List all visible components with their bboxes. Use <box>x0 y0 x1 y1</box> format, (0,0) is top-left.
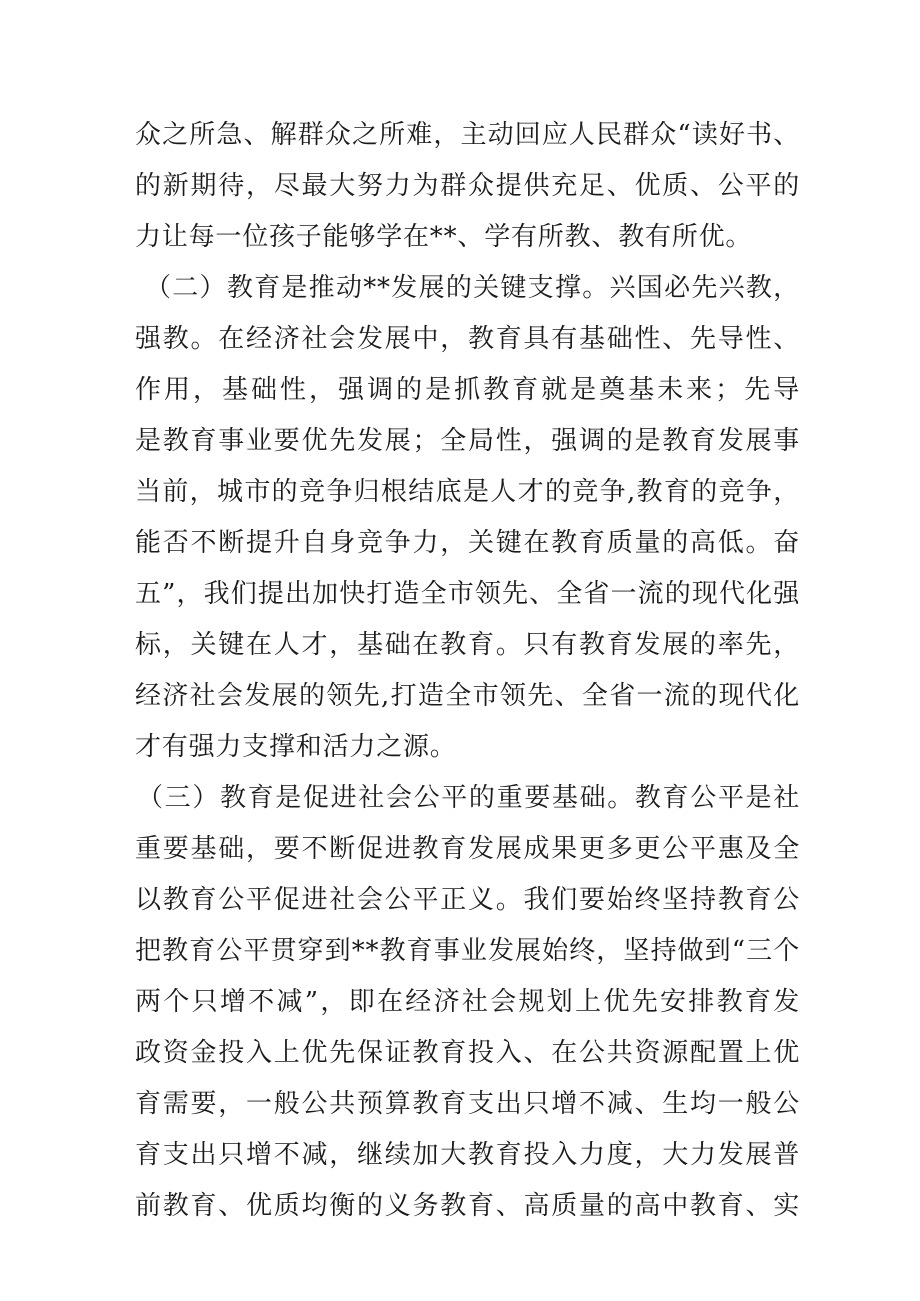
text-line-8: 当前，城市的竞争归根结底是人才的竞争,教育的竞争， <box>135 477 800 507</box>
document-body <box>135 110 800 1232</box>
text-line-18: 两个只增不减”，即在经济社会规划上优先安排教育发 <box>135 987 800 1017</box>
text-line-20: 育需要，一般公共预算教育支出只增不减、生均一般公 <box>135 1089 800 1119</box>
text-line-16: 以教育公平促进社会公平正义。我们要始终坚持教育公 <box>135 885 800 915</box>
text-line-13: 才有强力支撑和活力之源。 <box>135 732 457 762</box>
section-2-heading-line: （二）教育是推动**发展的关键支撑。兴国必先兴教， <box>145 273 800 303</box>
text-line-19: 政资金投入上优先保证教育投入、在公共资源配置上优 <box>135 1038 800 1068</box>
section-3-heading-line: （三）教育是促进社会公平的重要基础。教育公平是社 <box>137 783 800 813</box>
text-line-17: 把教育公平贯穿到**教育事业发展始终，坚持做到“三个 <box>135 936 800 966</box>
text-line-10: 五”，我们提出加快打造全市领先、全省一流的现代化强 <box>135 579 800 609</box>
text-line-5: 强教。在经济社会发展中，教育具有基础性、先导性、 <box>135 324 800 354</box>
text-line-22: 前教育、优质均衡的义务教育、高质量的高中教育、实 <box>135 1191 800 1221</box>
text-line-1: 众之所急、解群众之所难，主动回应人民群众“读好书、 <box>135 120 800 150</box>
text-line-21: 育支出只增不减，继续加大教育投入力度，大力发展普 <box>135 1140 800 1170</box>
text-line-6: 作用，基础性，强调的是抓教育就是奠基未来；先导 <box>135 375 800 405</box>
text-line-7: 是教育事业要优先发展；全局性，强调的是教育发展事 <box>135 426 800 456</box>
text-line-9: 能否不断提升自身竞争力，关键在教育质量的高低。奋 <box>135 528 800 558</box>
text-line-11: 标，关键在人才，基础在教育。只有教育发展的率先， <box>135 630 800 660</box>
text-line-12: 经济社会发展的领先,打造全市领先、全省一流的现代化 <box>135 681 800 711</box>
text-line-2: 的新期待，尽最大努力为群众提供充足、优质、公平的 <box>135 171 800 201</box>
text-line-3: 力让每一位孩子能够学在**、学有所教、教有所优。 <box>135 222 753 252</box>
text-line-15: 重要基础，要不断促进教育发展成果更多更公平惠及全 <box>135 834 800 864</box>
